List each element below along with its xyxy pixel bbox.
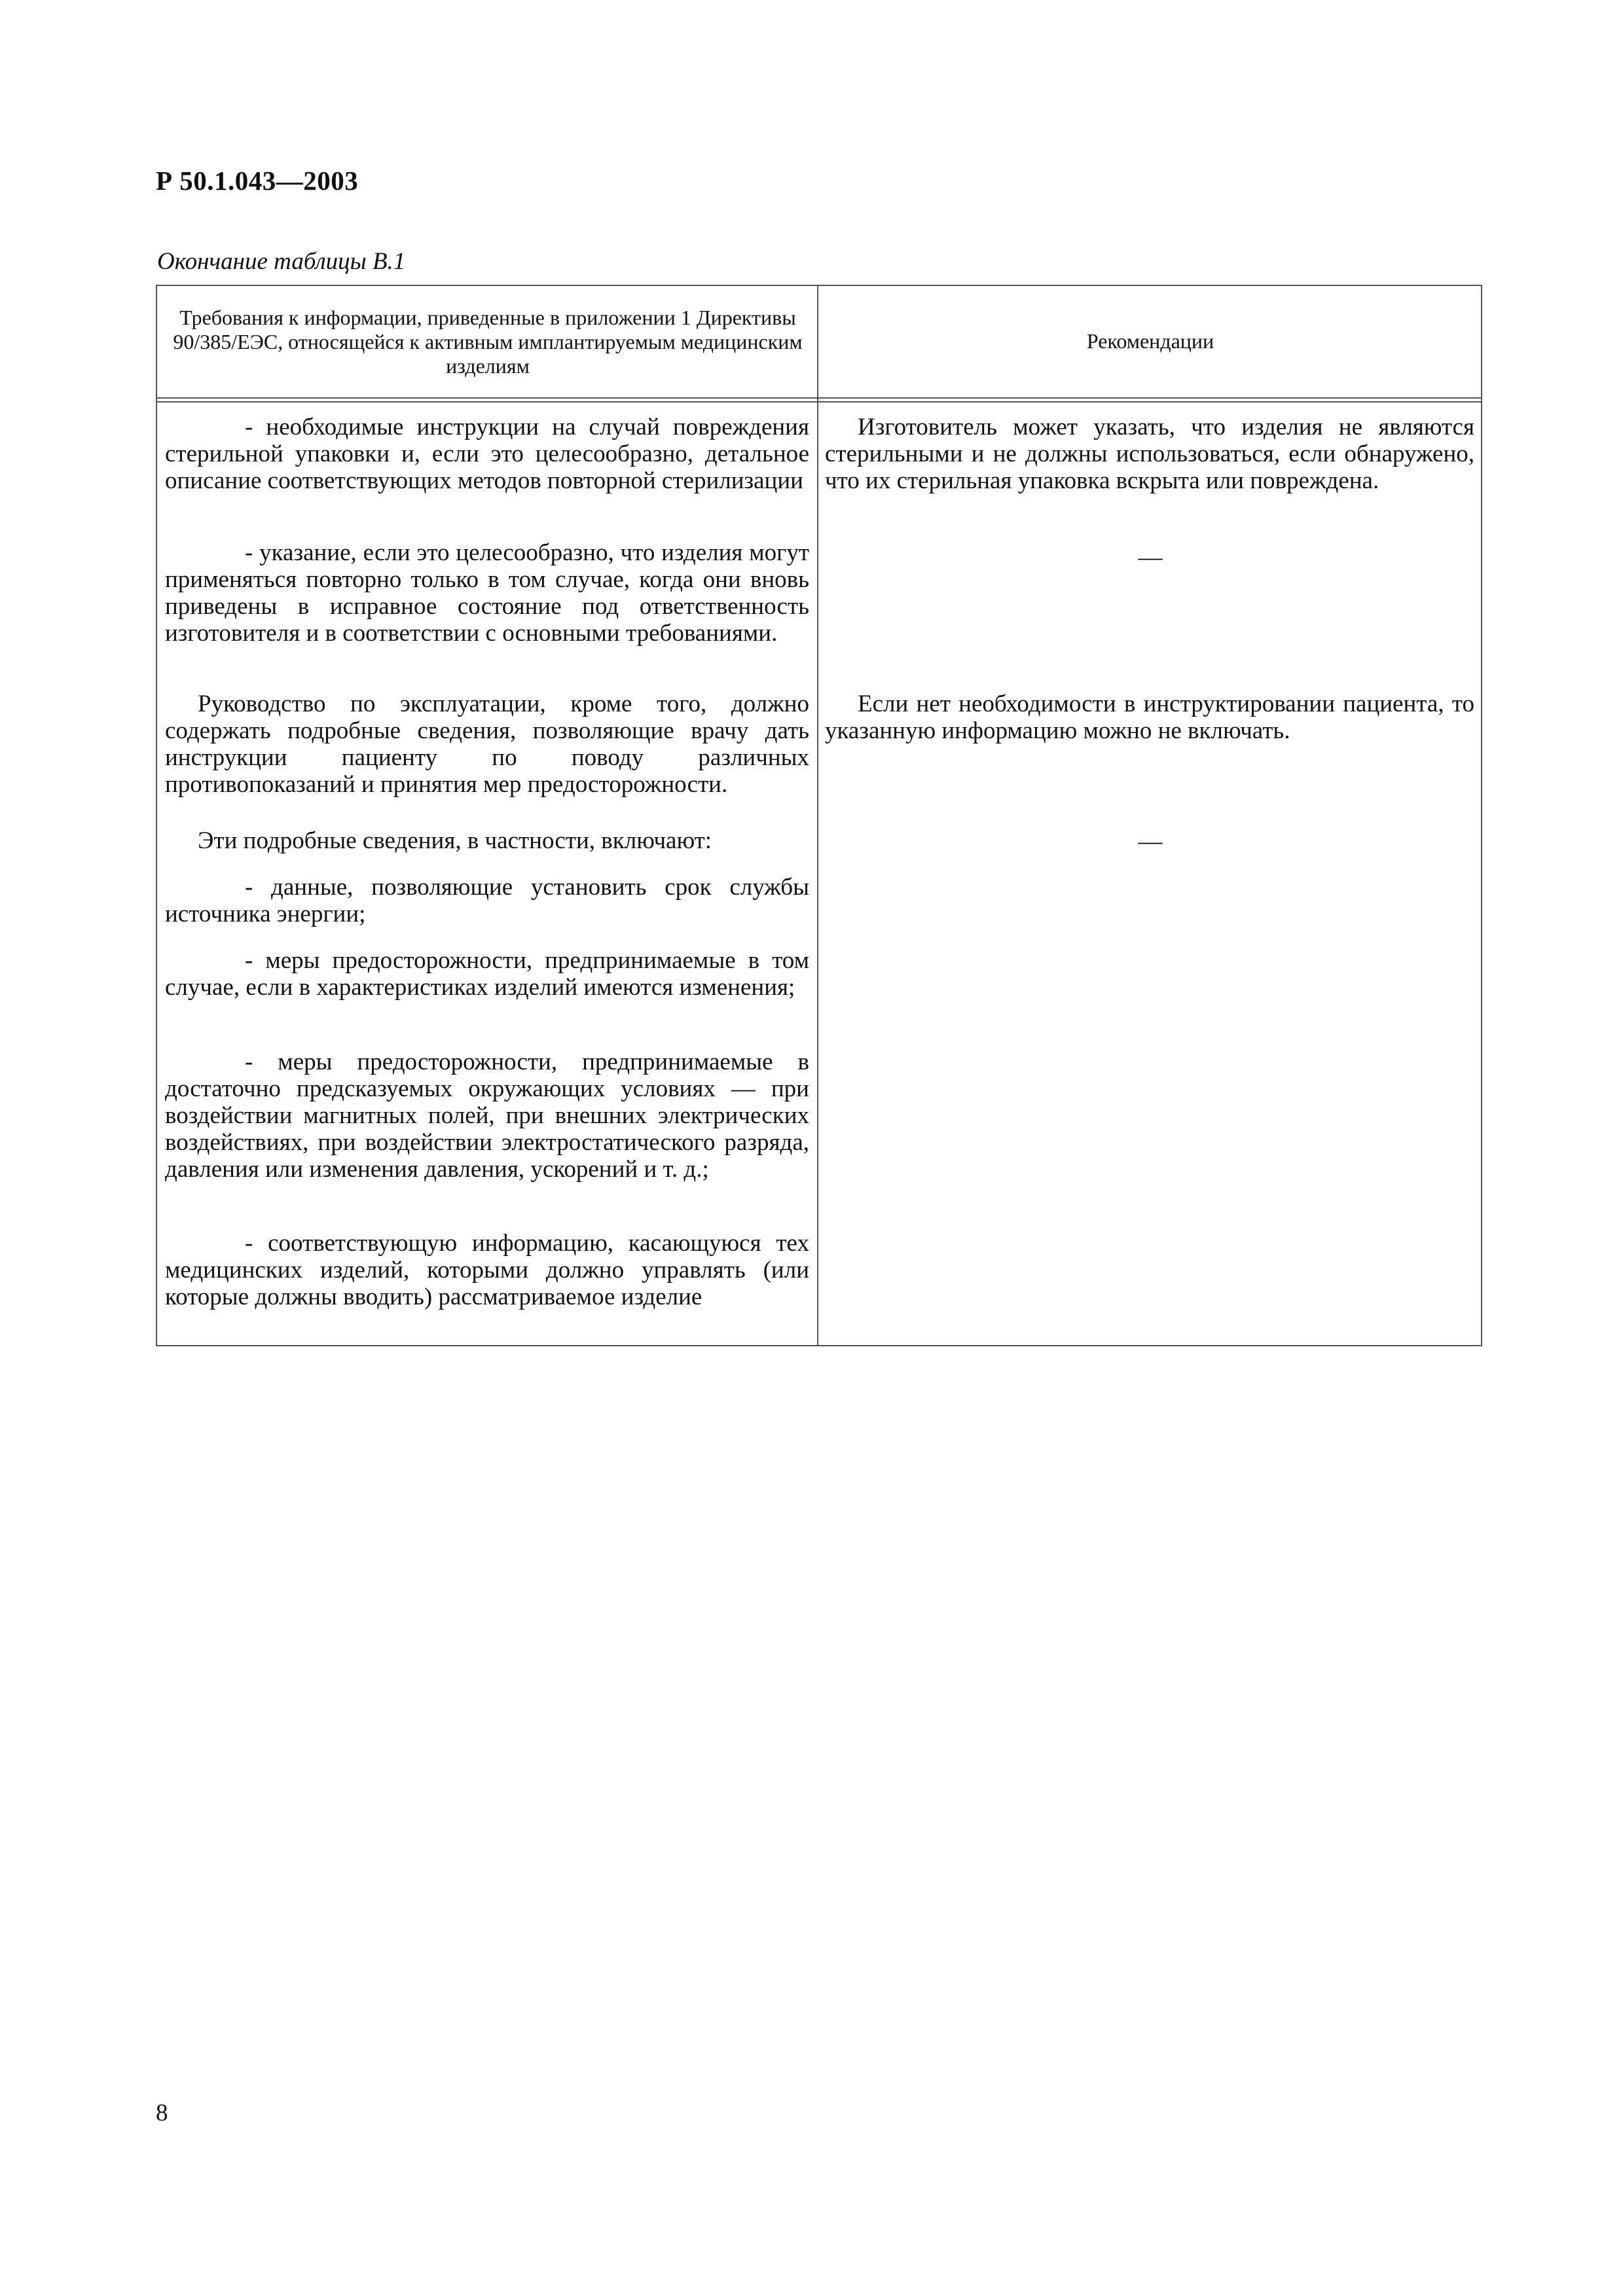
recommendation-reuse-none: —: [1138, 544, 1163, 571]
document-code: Р 50.1.043—2003: [156, 166, 359, 196]
header-separator: [157, 397, 1481, 399]
requirements-table: [156, 285, 1482, 1346]
requirement-environmental-conditions: - меры предосторожности, предпринимаемые в достаточно предсказуемых окружающих условиях — при воздействии магнитных полей, при внешних электрических воздействиях, при воздействии электростатического разряда, давления или изменения давления, ускорений и т. д.;: [165, 1049, 809, 1183]
requirement-manual-details: Руководство по эксплуатации, кроме того, должно содержать подробные сведения, позволяющие врачу дать инструкции пациенту по поводу различных противопоказаний и принятия мер предосторожности.: [165, 691, 809, 798]
header-separator-double: [157, 401, 1481, 403]
requirement-energy-source: - данные, позволяющие установить срок службы источника энергии;: [165, 874, 809, 927]
table-caption: Окончание таблицы В.1: [157, 248, 406, 275]
requirement-related-devices: - соответствующую информацию, касающуюся тех медицинских изделий, которыми должно управлять (или которые должны вводить) рассматриваемое изделие: [165, 1230, 809, 1310]
page-number: 8: [156, 2100, 168, 2126]
requirement-reuse: - указание, если это целесообразно, что изделия могут применяться повторно только в том случае, когда они вновь приведены в исправное состояние под ответственность изготовителя и в соответствии с основными требованиями.: [165, 539, 809, 647]
column-divider: [817, 286, 818, 1345]
column-header-recommendations: Рекомендации: [1086, 329, 1214, 353]
requirement-details-include: Эти подробные сведения, в частности, включают:: [198, 827, 712, 854]
recommendation-details-none: —: [1138, 828, 1163, 855]
recommendation-patient-instruction: Если нет необходимости в инструктировании пациента, то указанную информацию можно не включать.: [825, 691, 1474, 744]
requirement-characteristics-change: - меры предосторожности, предпринимаемые в том случае, если в характеристиках изделий имеются изменения;: [165, 947, 809, 1001]
recommendation-sterile-packaging: Изготовитель может указать, что изделия не являются стерильными и не должны использоваться, если обнаружено, что их стерильная упаковка вскрыта или повреждена.: [825, 414, 1474, 494]
requirement-sterile-packaging: - необходимые инструкции на случай повреждения стерильной упаковки и, если это целесообразно, детальное описание соответствующих методов повторной стерилизации: [165, 414, 809, 494]
column-header-requirements: Требования к информации, приведенные в приложении 1 Директивы 90/385/ЕЭС, относящейся к активным имплантируемым медицинским изделиям: [173, 306, 803, 378]
